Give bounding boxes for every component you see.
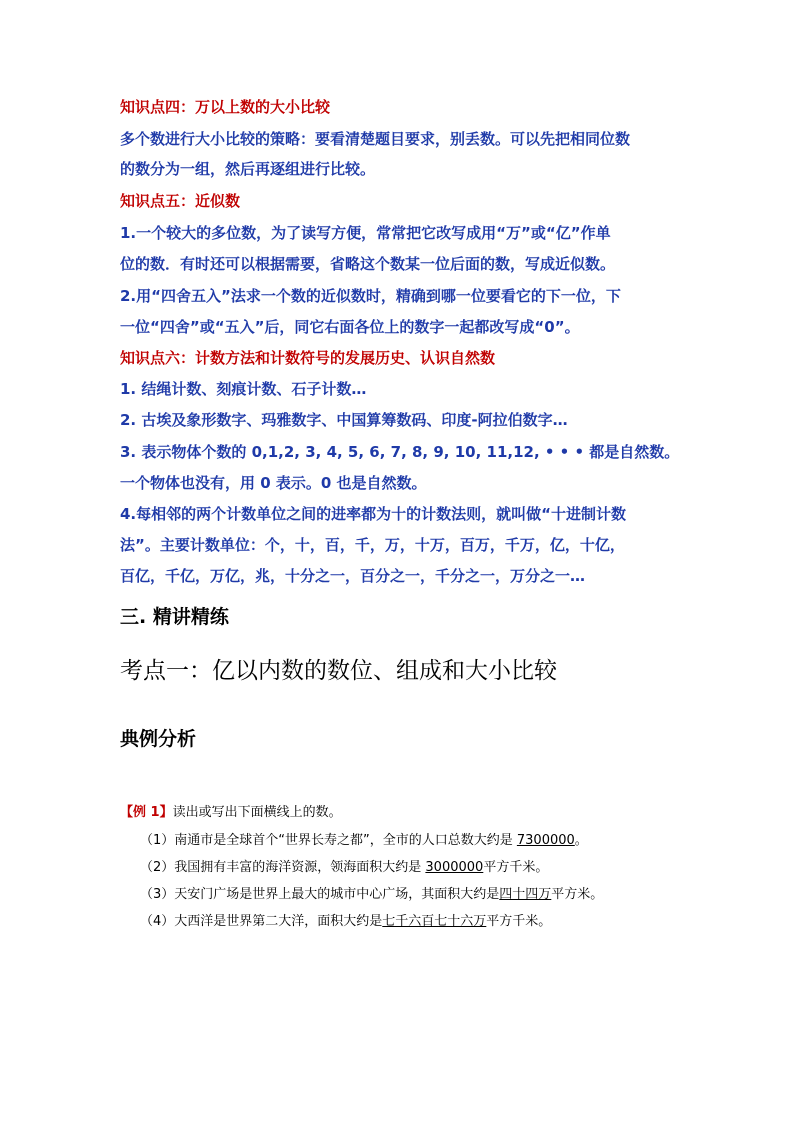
k6-item-2: 2. 古埃及象形数字、玛雅数字、中国算筹数码、印度-阿拉伯数字… xyxy=(120,411,568,429)
q4-suffix: 平方千米。 xyxy=(486,914,552,929)
k6-item-1: 1. 结绳计数、刻痕计数、石子计数… xyxy=(120,380,367,398)
k6-title: 知识点六：计数方法和计数符号的发展历史、认识自然数 xyxy=(120,349,496,367)
k5-p2-line1: 2.用“四舍五入”法求一个数的近似数时，精确到哪一位要看它的下一位，下 xyxy=(120,287,621,305)
q2-text: （2）我国拥有丰富的海洋资源，领海面积大约是 xyxy=(140,860,426,875)
k4-text-line2: 的数分为一组，然后再逐组进行比较。 xyxy=(120,160,376,178)
q3-suffix: 平方米。 xyxy=(551,887,604,902)
k5-p1-line1: 1.一个较大的多位数，为了读写方便，常常把它改写成用“万”或“亿”作单 xyxy=(120,224,611,242)
k6-item-3-line2: 一个物体也没有，用 0 表示。0 也是自然数。 xyxy=(120,474,427,492)
k6-item-4-line1: 4.每相邻的两个计数单位之间的进率都为十的计数法则，就叫做“十进制计数 xyxy=(120,505,626,523)
example-1-question-1 xyxy=(140,829,700,848)
k4-title: 知识点四：万以上数的大小比较 xyxy=(120,98,331,116)
k5-p1-line2: 位的数．有时还可以根据需要，省略这个数某一位后面的数，写成近似数。 xyxy=(120,255,616,273)
example-1-question-3 xyxy=(140,883,700,902)
example-analysis-heading: 典例分析 xyxy=(120,728,197,750)
section-3-title: 三. 精讲精练 xyxy=(120,606,229,628)
q2-suffix: 平方千米。 xyxy=(483,860,549,875)
example-1-prompt-text: 读出或写出下面横线上的数。 xyxy=(172,805,342,820)
example-1-prompt xyxy=(120,801,680,820)
q4-text: （4）大西洋是世界第二大洋，面积大约是 xyxy=(140,914,383,929)
k6-item-3-line1: 3. 表示物体个数的 0,1,2, 3, 4, 5, 6, 7, 8, 9, 10, 11,12, • • • 都是自然数。 xyxy=(120,443,680,461)
example-1-question-4 xyxy=(140,910,700,929)
k5-title: 知识点五：近似数 xyxy=(120,192,241,210)
q1-suffix: 。 xyxy=(574,833,588,848)
q3-answer: 四十四万 xyxy=(499,887,552,902)
q4-answer: 七千六百七十六万 xyxy=(382,914,487,929)
q1-text: （1）南通市是全球首个“世界长寿之都”，全市的人口总数大约是 xyxy=(140,833,517,848)
q3-text: （3）天安门广场是世界上最大的城市中心广场，其面积大约是 xyxy=(140,887,500,902)
q1-answer: 7300000 xyxy=(516,833,575,848)
example-1-question-2 xyxy=(140,856,700,875)
k6-item-4-line3: 百亿，千亿，万亿，兆，十分之一，百分之一，千分之一，万分之一… xyxy=(120,567,586,585)
topic-1-title: 考点一：亿以内数的数位、组成和大小比较 xyxy=(120,658,557,684)
q2-answer: 3000000 xyxy=(425,860,484,875)
k6-item-4-line2: 法”。主要计数单位：个，十，百，千，万，十万，百万，千万，亿，十亿， xyxy=(120,536,625,554)
k4-text-line1: 多个数进行大小比较的策略：要看清楚题目要求，别丢数。可以先把相同位数 xyxy=(120,130,631,148)
k5-p2-line2: 一位“四舍”或“五入”后，同它右面各位上的数字一起都改写成“0”。 xyxy=(120,318,580,336)
example-1-tag: 【例 1】 xyxy=(120,805,173,820)
